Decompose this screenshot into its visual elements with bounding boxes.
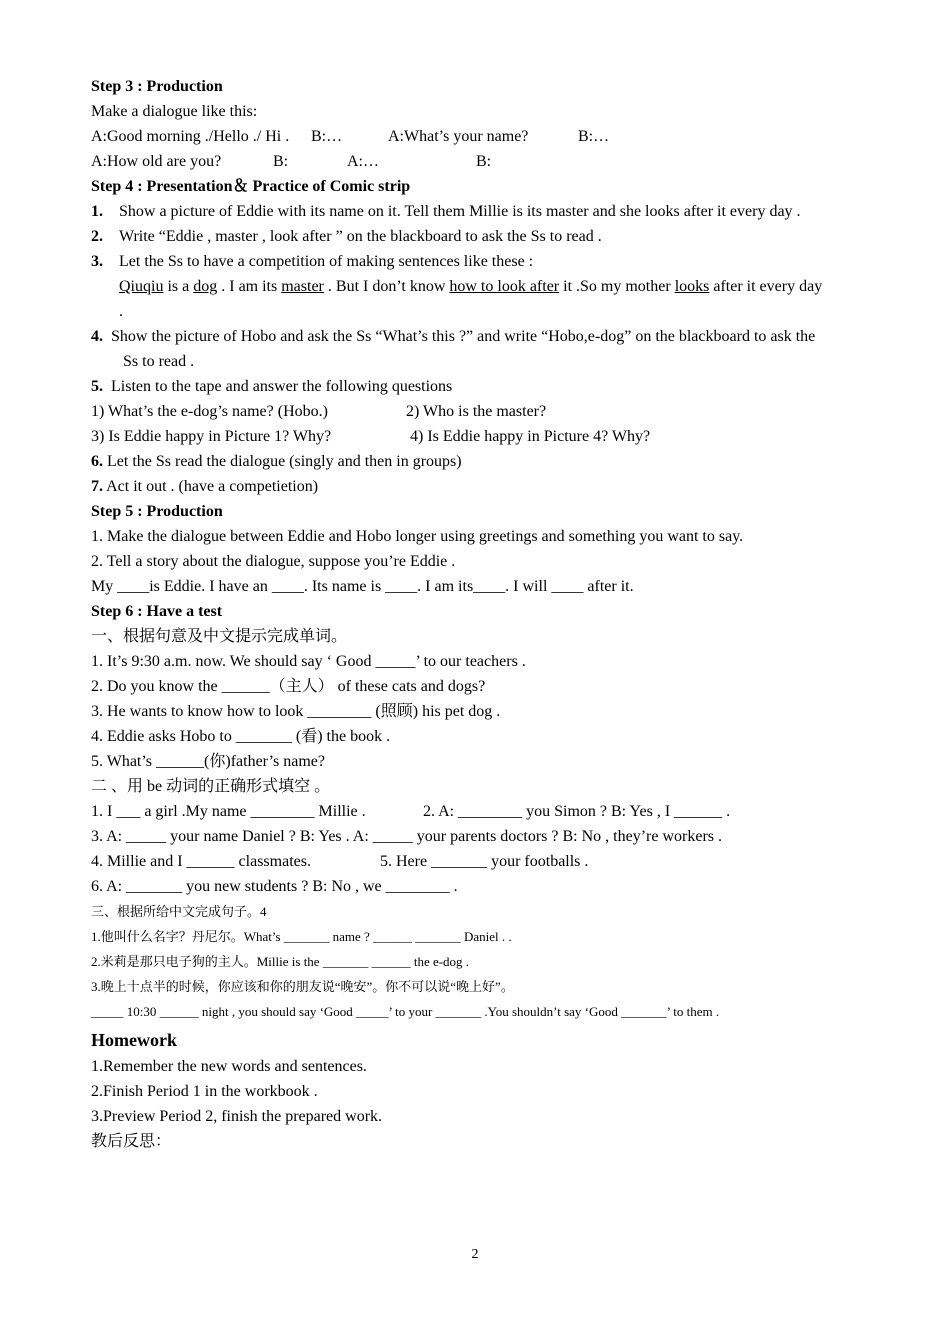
question-row-1 [91,399,871,424]
step4-item-2 [91,224,871,249]
exercise-row [91,849,871,874]
example-text: after it every day [709,278,823,295]
part3-heading: 三、根据所给中文完成句子。4 [91,904,267,919]
dialogue-line: A:What’s your name? [388,128,529,145]
part2-heading: 二 、用 be 动词的正确形式填空 。 [91,778,331,795]
underlined-word: master [281,278,324,295]
exercise-line: 6. A: _______ you new students ? B: No , we ________ . [91,878,458,895]
question-row-2 [91,424,871,449]
part1-heading: 一、根据句意及中文提示完成单词。 [91,628,348,645]
dialogue-row-1 [91,124,871,149]
homework-heading: Homework [91,1030,177,1050]
dialogue-line: A:How old are you? [91,153,222,170]
exercise-line: 2.米莉是那只电子狗的主人。Millie is the _______ ______ the e-dog . [91,954,470,969]
item-number: 2. [91,228,103,245]
item-text: Show the picture of Hobo and ask the Ss “What’s this ?” and write “Hobo,e-dog” on the blackboard to ask the [111,328,816,345]
dialogue-line: A:… [347,153,379,170]
item-text: Act it out . (have a competietion) [103,478,319,495]
page-number: 2 [471,1247,479,1262]
dialogue-line: B: [273,153,289,170]
item-number: 4. [91,328,103,345]
item-text: Let the Ss read the dialogue (singly and then in groups) [103,453,462,470]
step6-heading: Step 6 : Have a test [91,603,223,620]
exercise-line: 2. A: ________ you Simon ? B: Yes , I ______ . [423,803,731,820]
dialogue-line: B:… [578,128,610,145]
step3-intro: Make a dialogue like this: [91,103,258,120]
exercise-line: _____ 10:30 ______ night , you should say ‘Good _____’ to your _______ .You shouldn’t say ‘Good _______’ to them . [91,1004,720,1019]
underlined-word: looks [674,278,710,295]
question: 1) What’s the e-dog’s name? (Hobo.) [91,403,328,420]
teaching-reflection: 教后反思： [91,1133,172,1150]
item-text: Write “Eddie , master , look after ” on the blackboard to ask the Ss to read . [119,228,602,245]
question: 4) Is Eddie happy in Picture 4? Why? [410,428,651,445]
exercise-line: 4. Eddie asks Hobo to _______ (看) the book . [91,728,391,745]
item-text: Listen to the tape and answer the following questions [111,378,453,395]
dialogue-line: B:… [311,128,343,145]
step4-item-4-cont: Ss to read . [123,353,195,370]
exercise-line: 5. Here _______ your footballs . [380,853,589,870]
example-sentence-end: . [119,303,123,320]
example-text: . I am its [217,278,282,295]
item-number: 3. [91,253,103,270]
dialogue-line: B: [476,153,492,170]
example-text: it .So my mother [559,278,675,295]
question: 3) Is Eddie happy in Picture 1? Why? [91,428,332,445]
step5-line: 1. Make the dialogue between Eddie and Hobo longer using greetings and something you want to say. [91,528,744,545]
step4-item-7 [91,474,871,499]
exercise-line: 2. Do you know the ______（主人） of these cats and dogs? [91,678,486,695]
item-number: 6. [91,453,103,470]
exercise-line: 1. It’s 9:30 a.m. now. We should say ‘ Good _____’ to our teachers . [91,653,526,670]
step4-item-5 [91,374,871,399]
exercise-line: 3. He wants to know how to look ________ (照顾) his pet dog . [91,703,501,720]
example-text: is a [163,278,194,295]
exercise-line: 1.他叫什么名字？丹尼尔。What’s _______ name ? ______ _______ Daniel . . [91,929,512,944]
example-sentence [91,274,871,299]
exercise-line: 1. I ___ a girl .My name ________ Millie . [91,803,366,820]
step3-heading: Step 3 : Production [91,78,223,95]
exercise-line: 3.晚上十点半的时候，你应该和你的朋友说“晚安”。你不可以说“晚上好”。 [91,979,514,994]
document-page [91,74,871,1154]
underlined-word: how to look after [449,278,560,295]
item-number: 1. [91,203,103,220]
item-number: 5. [91,378,103,395]
item-text: Let the Ss to have a competition of making sentences like these : [119,253,534,270]
step4-item-3 [91,249,871,274]
step5-line: 2. Tell a story about the dialogue, suppose you’re Eddie . [91,553,456,570]
step4-item-4 [91,324,871,349]
homework-item: 3.Preview Period 2, finish the prepared work. [91,1108,383,1125]
homework-item: 2.Finish Period 1 in the workbook . [91,1083,318,1100]
item-number: 7. [91,478,103,495]
step4-item-1 [91,199,871,224]
step5-heading: Step 5 : Production [91,503,223,520]
exercise-line: 3. A: _____ your name Daniel ? B: Yes . A: _____ your parents doctors ? B: No , they’re workers . [91,828,723,845]
question: 2) Who is the master? [406,403,547,420]
underlined-word: dog [193,278,218,295]
step5-story-blanks: My ____is Eddie. I have an ____. Its name is ____. I am its____. I will ____ after it. [91,578,634,595]
dialogue-line: A:Good morning ./Hello ./ Hi . [91,128,290,145]
step4-heading: Step 4 : Presentation＆ Practice of Comic strip [91,178,411,195]
exercise-line: 5. What’s ______(你)father’s name? [91,753,326,770]
item-text: Show a picture of Eddie with its name on it. Tell them Millie is its master and she looks after it every day . [119,203,801,220]
dialogue-row-2 [91,149,871,174]
underlined-word: Qiuqiu [119,278,164,295]
example-text: . But I don’t know [323,278,450,295]
exercise-line: 4. Millie and I ______ classmates. [91,853,311,870]
step4-item-6 [91,449,871,474]
exercise-row [91,799,871,824]
homework-item: 1.Remember the new words and sentences. [91,1058,367,1075]
